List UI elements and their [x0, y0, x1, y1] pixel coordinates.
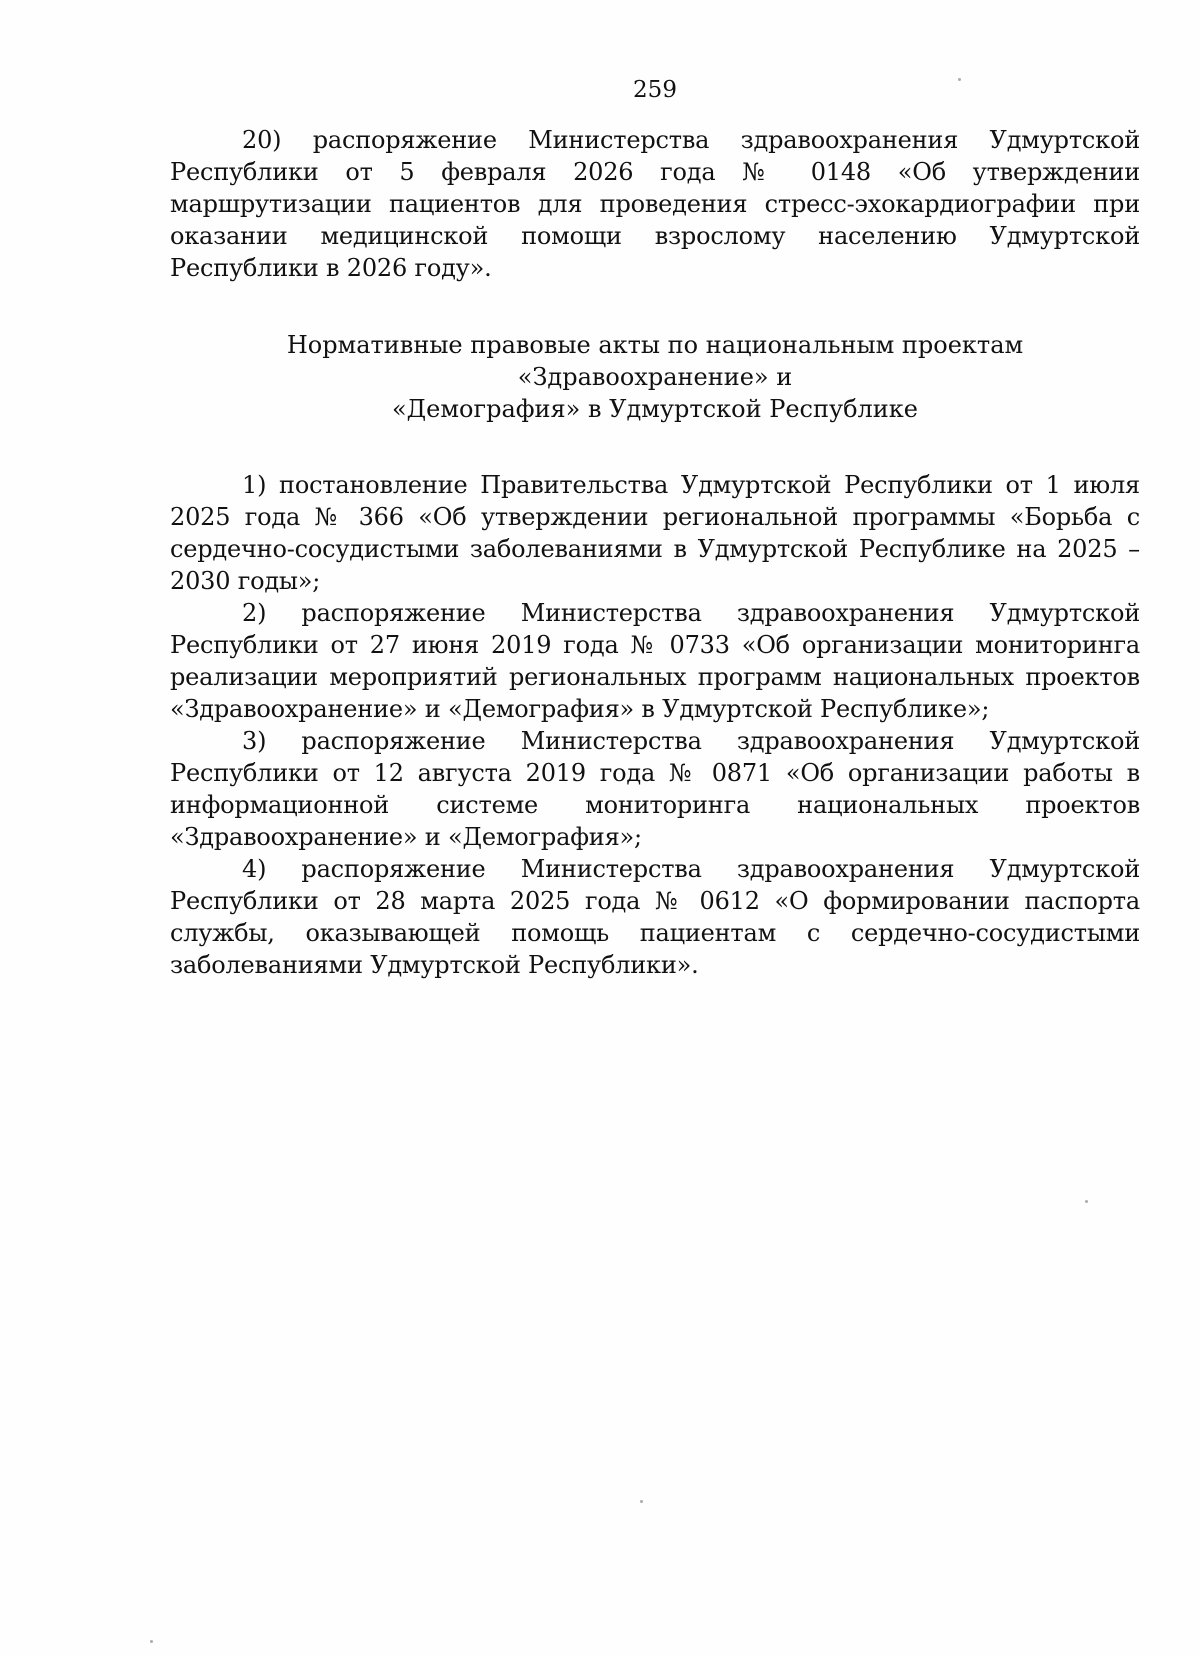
document-body	[170, 124, 1140, 981]
list-item-1: 1) постановление Правительства Удмуртской Республики от 1 июля 2025 года № 366 «Об утверждении региональной программы «Борьба с сердечно-сосудистыми заболеваниями в Удмуртской Республике на 2025 – 2030 годы»;	[170, 471, 1140, 595]
scan-speck	[958, 78, 961, 81]
scan-speck	[150, 1640, 153, 1643]
list-item-20: 20) распоряжение Министерства здравоохранения Удмуртской Республики от 5 февраля 2026 года № 0148 «Об утверждении маршрутизации пациентов для проведения стресс-эхокардиографии при оказании медицинской помощи взрослому населению Удмуртской Республики в 2026 году».	[170, 126, 1140, 282]
scan-speck	[640, 1500, 643, 1503]
section-heading-line-2: «Демография» в Удмуртской Республике	[391, 395, 918, 423]
list-item-3: 3) распоряжение Министерства здравоохранения Удмуртской Республики от 12 августа 2019 года № 0871 «Об организации работы в информационной системе мониторинга национальных проектов «Здравоохранение» и «Демография»;	[170, 727, 1140, 851]
scan-speck	[1085, 1200, 1088, 1203]
list-item-4: 4) распоряжение Министерства здравоохранения Удмуртской Республики от 28 марта 2025 года № 0612 «О формировании паспорта службы, оказывающей помощь пациентам с сердечно-сосудистыми заболеваниями Удмуртской Республики».	[170, 855, 1140, 979]
section-heading-line-1: Нормативные правовые акты по национальным проектам «Здравоохранение» и	[286, 331, 1024, 391]
section-heading	[170, 329, 1140, 425]
list-item-2: 2) распоряжение Министерства здравоохранения Удмуртской Республики от 27 июня 2019 года № 0733 «Об организации мониторинга реализации мероприятий региональных программ национальных проектов «Здравоохранение» и «Демография» в Удмуртской Республике»;	[170, 599, 1140, 723]
page-number: 259	[633, 77, 677, 103]
